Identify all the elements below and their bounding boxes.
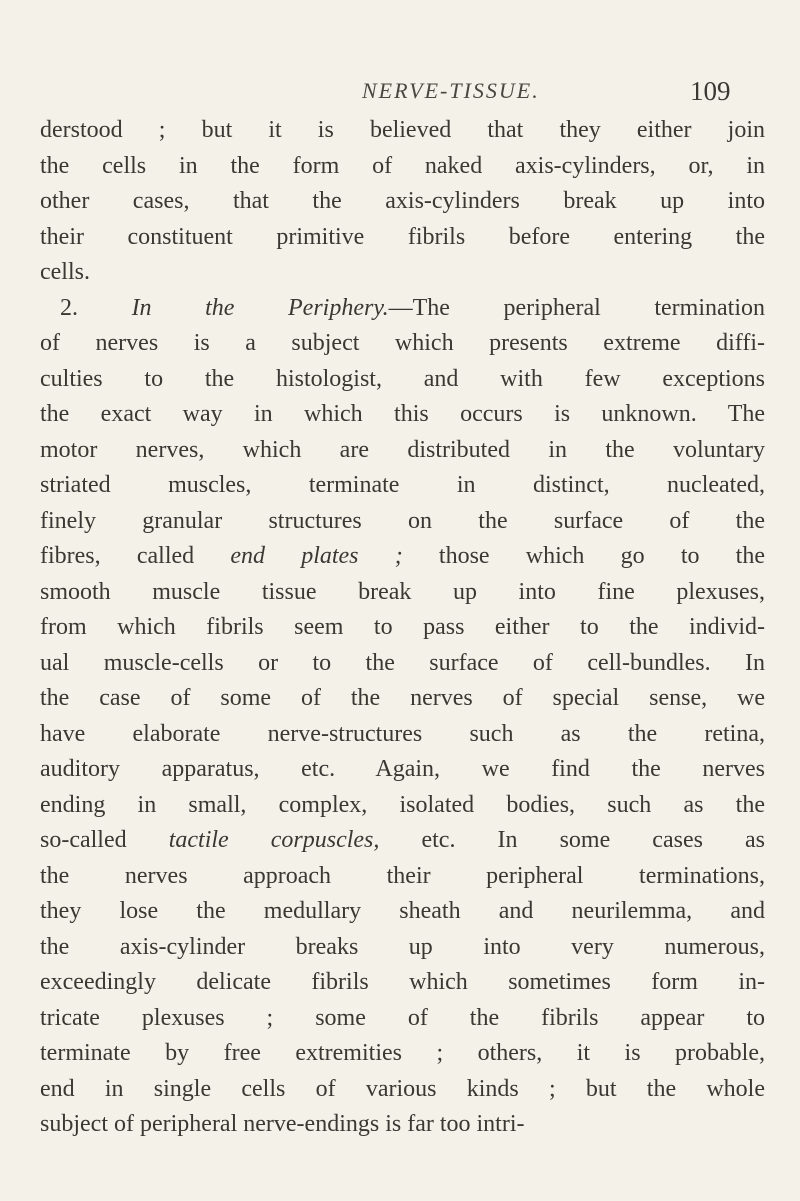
page-number: 109 xyxy=(690,76,731,106)
end-plates-before: fibres, called xyxy=(40,543,231,569)
text-line: tricate plexuses ; some of the fibrils appear to xyxy=(40,1004,765,1031)
text-line: terminate by free extremities ; others, it is probable, xyxy=(40,1040,765,1066)
end-plates-line xyxy=(40,539,765,575)
text-line: derstood ; but it is believed that they either join xyxy=(40,117,765,143)
text-line: their constituent primitive fibrils before entering the xyxy=(40,223,765,250)
section-heading-line xyxy=(40,291,765,327)
running-head xyxy=(0,76,800,116)
text-line: ending in small, complex, isolated bodies, such as the xyxy=(40,791,765,818)
text-line: end in single cells of various kinds ; but the whole xyxy=(40,1075,765,1102)
text-line: the cells in the form of naked axis-cylinders, or, in xyxy=(40,152,765,179)
text-line: from which fibrils seem to pass either to the individ- xyxy=(40,614,765,640)
corpuscles-before: so-called xyxy=(40,827,169,853)
corpuscles-line xyxy=(40,823,765,859)
text-line: motor nerves, which are distributed in the voluntary xyxy=(40,436,765,463)
text-line: other cases, that the axis-cylinders break up into xyxy=(40,188,765,214)
corpuscles-after: etc. In some cases as xyxy=(379,827,766,853)
text-line: the axis-cylinder breaks up into very numerous, xyxy=(40,933,765,960)
text-line: the exact way in which this occurs is unknown. The xyxy=(40,401,765,427)
text-line: the case of some of the nerves of special sense, we xyxy=(40,685,765,711)
text-line: they lose the medullary sheath and neurilemma, and xyxy=(40,898,765,924)
text-line: finely granular structures on the surface of the xyxy=(40,507,765,534)
text-line: striated muscles, terminate in distinct, nucleated, xyxy=(40,472,765,498)
text-line: cells. xyxy=(40,259,90,285)
text-line: smooth muscle tissue break up into fine plexuses, xyxy=(40,578,765,605)
corpuscles-term: tactile corpuscles, xyxy=(168,827,380,853)
section-title: In the Periphery. xyxy=(131,294,389,321)
text-line: have elaborate nerve-structures such as the retina, xyxy=(40,720,765,747)
text-line: the nerves approach their peripheral terminations, xyxy=(40,862,765,889)
section-number: 2. xyxy=(60,294,78,321)
text-line: exceedingly delicate fibrils which sometimes form in- xyxy=(40,969,765,995)
text-line: subject of peripheral nerve-endings is far too intri- xyxy=(40,1111,525,1137)
end-plates-after: those which go to the xyxy=(402,543,766,569)
text-line: of nerves is a subject which presents extreme diffi- xyxy=(40,330,765,356)
section-heading-rest: —The peripheral termination xyxy=(388,294,765,321)
text-line: culties to the histologist, and with few exceptions xyxy=(40,365,765,392)
body-text xyxy=(40,113,765,1143)
end-plates-term: end plates ; xyxy=(230,543,403,569)
text-line: auditory apparatus, etc. Again, we find the nerves xyxy=(40,756,765,782)
text-line: ual muscle-cells or to the surface of cell-bundles. In xyxy=(40,649,765,676)
running-title: NERVE-TISSUE. xyxy=(362,78,540,103)
